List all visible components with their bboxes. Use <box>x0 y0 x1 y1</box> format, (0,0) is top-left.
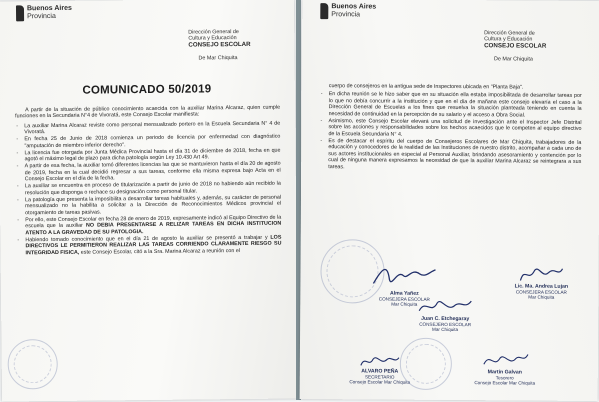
intro-paragraph: A partir de la situación de público conocimiento acaecida con la auxiliar Marina Alcaraz, quien cumple funciones en la Secundaria N°4 de Vivoratá, este Consejo Escolar manifiesta: <box>15 104 281 120</box>
council-name: CONSEJO ESCOLAR <box>188 40 251 49</box>
handwritten-signature-icon <box>369 261 439 291</box>
letterhead <box>188 29 251 62</box>
signer-name: Alma Yañez <box>389 290 419 297</box>
dept-line-2: Cultura y Educación <box>188 35 237 42</box>
signer-name: Martín Galvan <box>487 369 522 376</box>
signer-place: Mar Chiquita <box>432 326 459 333</box>
council-name: CONSEJO ESCOLAR <box>484 41 547 50</box>
list-item-text: este Consejo Escolar, citó a la Sra. Marina Alcaraz a reunión con el <box>80 247 241 256</box>
list-item: - La licencia fue otorgada por Junta Médica Provincial hasta el día 31 de diciembre de 2018, fecha en que agotó el máximo legal de plazo para dicha patología según Ley 10.430 Art 49. <box>15 148 280 164</box>
list-item <box>16 214 281 236</box>
signer-place: Consejo Escolar Mar Chiquita <box>349 379 411 385</box>
handwritten-signature-icon <box>357 351 403 369</box>
province-emblem-icon <box>16 5 24 21</box>
list-item: - En fecha 25 de Junio de 2018 comienza un periodo de licencia por enfermedad con diagnóstico "amputación de miembro inferior derecho". <box>15 134 280 150</box>
government-logo <box>16 5 72 22</box>
emphasis-text: NO DEBIA PRESENTARSE A RELIZAR TAREAS EN DICHA INSTITUCION ATENTO A LA GRAVEDAD DE SU PATOLOGIA. <box>25 220 282 237</box>
council-city: De Mar Chiquita <box>198 54 238 62</box>
logo-line-1: Buenos Aires <box>26 4 72 13</box>
signer-place: Mar Chiquita <box>391 301 418 307</box>
dept-line-1: Dirección General de <box>484 30 535 37</box>
list-item: - Es de destacar el espíritu del cuerpo de Consejeros Escolares de Mar Chiquita, trabajadores de la educación y conocedores de la realidad de las Instituciones de nuestro distrito, acompañar a cada uno de sus actores institucionales en especial al Personal Auxiliar, brindando asesoramiento y contención por lo cual de ninguna manera expresamos la necesidad de que la auxiliar Marina Alcaraz se reintegrara a sus tareas. <box>319 138 581 172</box>
signature-block <box>496 262 586 300</box>
document-page-2 <box>300 0 599 401</box>
province-emblem-icon <box>320 3 328 19</box>
list-item <box>16 234 281 256</box>
handwritten-signature-icon <box>516 262 566 284</box>
list-item: - A partir de esa fecha, la auxiliar tomó diferentes licencias las que se mantuvieron hasta el día 20 de agosto de 2019, fecha en la cual decidió regresar a sus tareas, conforme ella misma expresa bajo Acta en el Consejo Escolar en el día de la fecha. <box>16 161 281 183</box>
handwritten-signature-icon <box>415 295 475 317</box>
list-item: - La auxiliar Marina Alcaraz reviste como personal mensualizado portero en la Escuela Secundaria N° 4 de Vivoratá. <box>15 121 280 137</box>
letterhead <box>484 30 546 63</box>
signer-role: CONSEJERA ESCOLAR <box>378 296 430 302</box>
signer-role: Tesorero <box>495 375 514 381</box>
dept-line-2: Cultura y Educación <box>484 36 533 43</box>
signer-name: Lic. Ma. Andrea Lujan <box>514 283 569 290</box>
list-item: - Asimismo, este Consejo Escolar elevará una solicitud de investigación ante el Inspector Jefe Distrital sobre las acciones y responsabilidades sobre los hechos acaecidos que le competen al equipo directivo de la Escuela Secundaria N° 4. <box>319 118 581 139</box>
list-item: - La patología que presenta la imposibilita a desarrollar tareas habituales y, además, su carácter de personal mensualizado no la habilita a solicitar a la Dirección de Reconocimientos Médicos provincial el otorgamiento de tareas pasivas. <box>16 194 281 216</box>
emphasis-text: LOS DIRECTIVOS LE PERMITIERON REALIZAR LAS TAREAS CORRIENDO CLARAMENTE RIESGO SU INTEGRIDAD FISICA, <box>25 234 282 256</box>
signer-name: Juan C. Etchegaray <box>421 315 470 323</box>
document-page-1 <box>0 0 298 402</box>
signer-role: CONSEJERA ESCOLAR <box>515 289 567 295</box>
signer-role: SECRETARIO <box>364 374 395 380</box>
signer-place: Mar Chiquita <box>528 294 555 300</box>
signer-role: CONSEJERO ESCOLAR <box>419 321 472 328</box>
council-city: De Mar Chiquita <box>493 56 533 63</box>
signer-name: ALVARO PEÑA <box>361 368 399 375</box>
government-logo <box>320 3 376 19</box>
dept-line-1: Dirección General de <box>188 29 239 36</box>
list-item-text: Habiendo tomado conocimiento que en el día 21 de agosto la auxiliar se presentó a trabajar y <box>25 234 268 244</box>
logo-line-2: Provincia <box>27 12 56 21</box>
page-2-body <box>319 83 582 172</box>
list-item: - La auxiliar se encuentra en proceso de titularización a partir de junio de 2018 no habiendo aún recibido la resolución que disponga o rechace su designación como personal titular. <box>16 181 281 197</box>
handwritten-signature-icon <box>480 350 530 370</box>
page-1-body <box>15 105 282 257</box>
official-seal-stamp <box>7 339 58 390</box>
logo-line-2: Provincia <box>331 11 361 19</box>
document-title: COMUNICADO 50/2019 <box>82 83 212 97</box>
continuation-text: cuerpo de consejeros en la antigua sede de Inspectores ubicada en "Planta Baja". <box>328 83 524 91</box>
signature-block <box>460 350 550 386</box>
facts-list <box>319 92 582 172</box>
facts-list <box>15 121 281 257</box>
signer-place: Consejo Escolar Mar Chiquita <box>474 380 536 386</box>
logo-line-1: Buenos Aires <box>331 3 377 11</box>
signature-block <box>400 295 490 333</box>
list-item-text: Por ello, este Consejo Escolar en fecha 28 de enero de 2019, expresamente indicó al Equipo Directivo de la escuela que la auxiliar <box>25 214 282 230</box>
list-item: - En dicha reunión se le hizo saber que en su situación ella estaba imposibilitada de desarrollar tareas por lo que no debía concurrir a la institución y que en el día de mañana este consejo elevaría el caso a la Dirección General de Escuelas a los fines que resuelva la situación planteada teniendo en cuenta la necesidad de continuidad en la percepción de su salario y el acceso a Obra Social. <box>320 92 582 120</box>
official-seal-stamp <box>400 338 452 390</box>
